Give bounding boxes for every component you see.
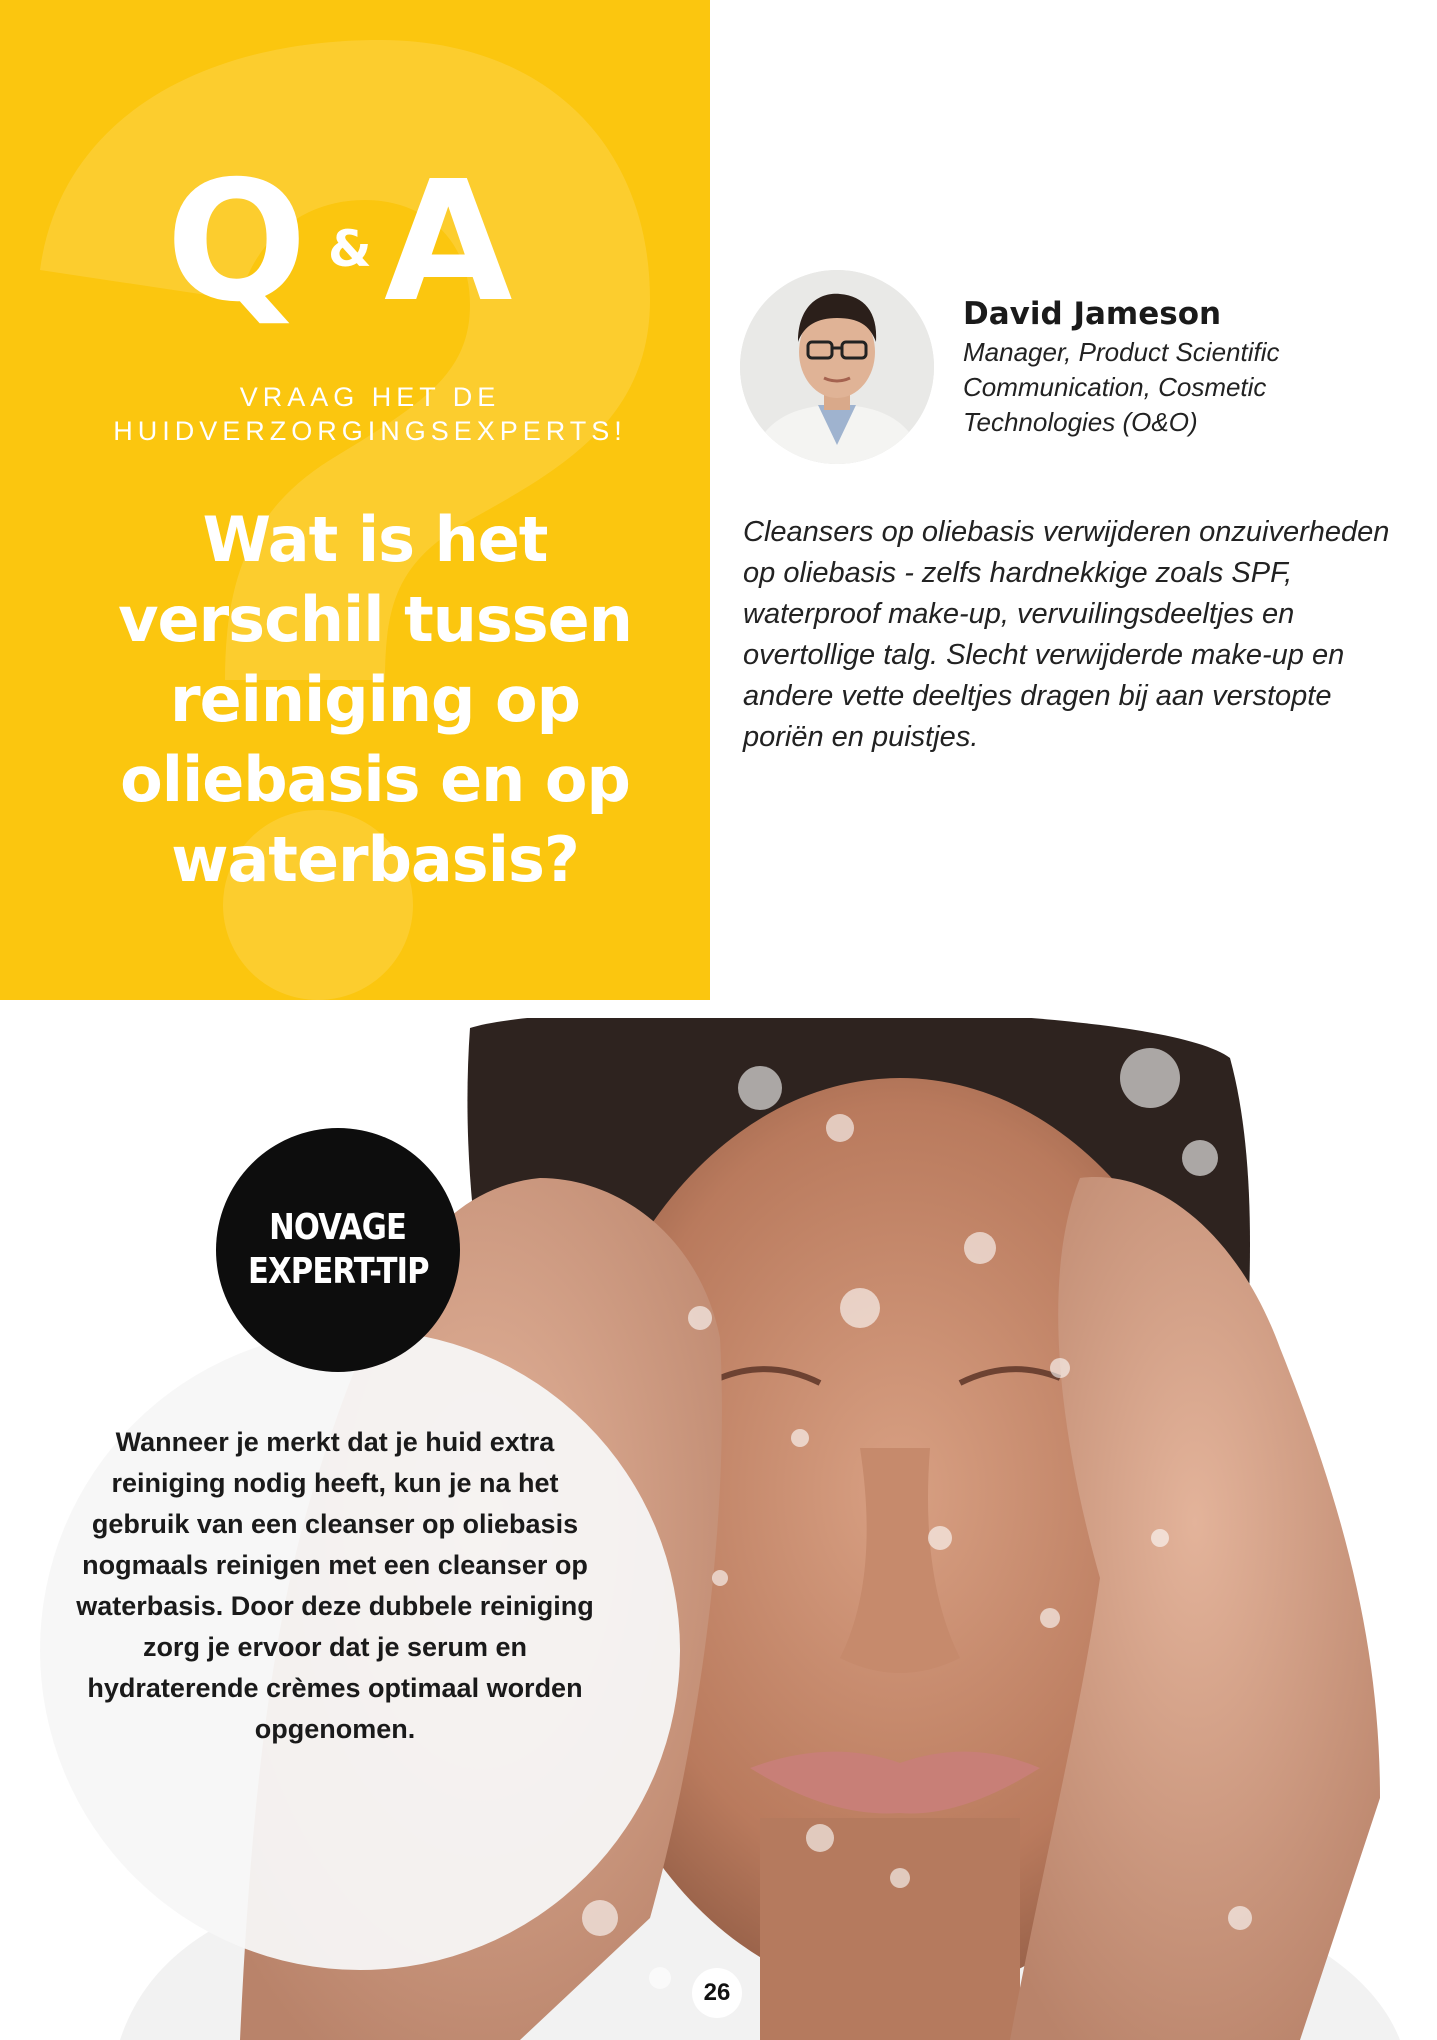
section-subtitle xyxy=(90,380,650,448)
badge-line-1: NOVAGE xyxy=(269,1207,407,1248)
qa-logo-a: A xyxy=(384,146,513,339)
answer-text: Cleansers op oliebasis verwijderen onzuiverheden op oliebasis - zelfs hardnekkige zoals SPF, waterproof make-up, vervuilingsdeeltjes en overtollige talg. Slecht verwijderde make-up en andere vette deeltjes dragen bij aan verstopte poriën en puistjes. xyxy=(743,516,1390,753)
qa-logo-amp: & xyxy=(328,220,372,278)
expert-avatar xyxy=(740,270,934,464)
qa-logo-q: Q xyxy=(166,146,302,339)
expert-role: Manager, Product Scientific Communication, Cosmetic Technologies (O&O) xyxy=(963,337,1280,437)
qa-logo xyxy=(166,146,536,355)
page-number: 26 xyxy=(692,1968,742,2018)
expert-tip-badge xyxy=(216,1128,460,1372)
subtitle-line-2: HUIDVERZORGINGSEXPERTS! xyxy=(113,416,627,446)
yellow-header-panel xyxy=(0,0,710,1000)
tip-text: Wanneer je merkt dat je huid extra reiniging nodig heeft, kun je na het gebruik van een cleanser op oliebasis nogmaals reinigen met een cleanser op waterbasis. Door deze dubbele reiniging zorg je ervoor dat je serum en hydraterende crèmes optimaal worden opgenomen. xyxy=(76,1427,594,1744)
badge-line-2: EXPERT-TIP xyxy=(247,1251,429,1292)
expert-name: David Jameson xyxy=(963,296,1222,332)
subtitle-line-1: VRAAG HET DE xyxy=(239,382,501,412)
question-heading: Wat is het verschil tussen reiniging op oliebasis en op waterbasis? xyxy=(118,503,632,896)
